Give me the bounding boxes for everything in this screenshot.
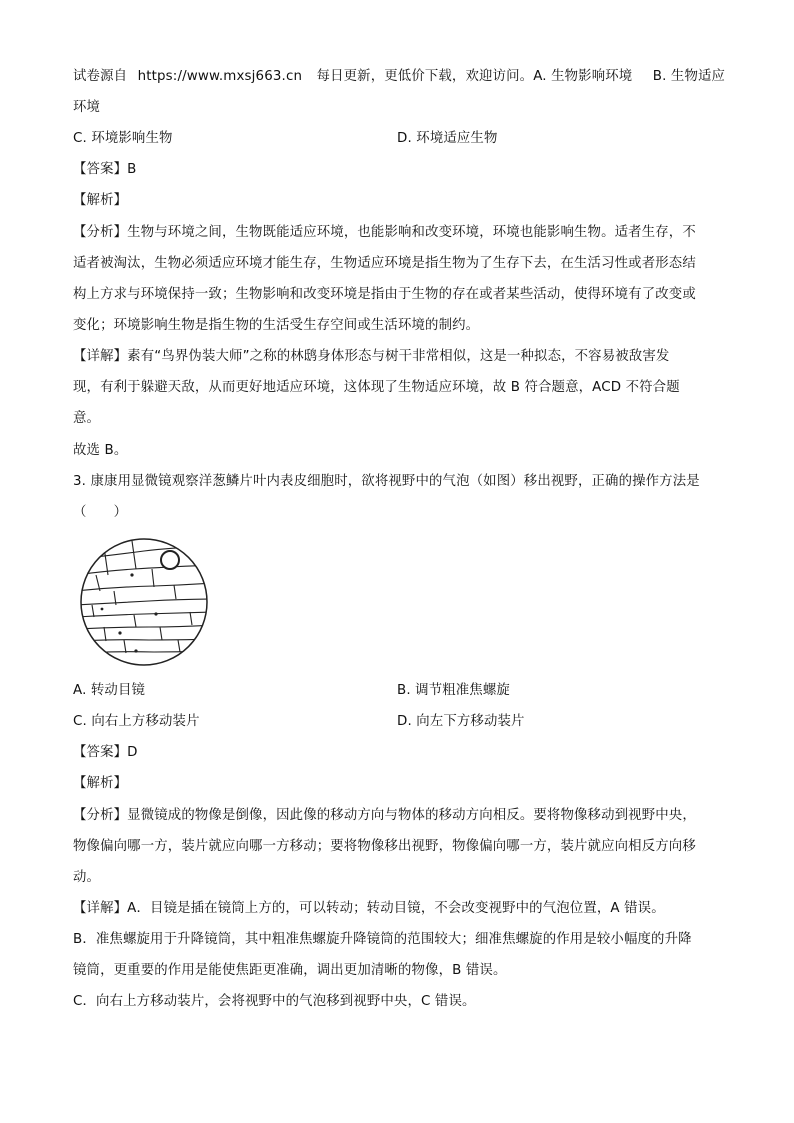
microscope-field-diagram (74, 537, 214, 667)
q3-stem-line-1: 3. 康康用显微镜观察洋葱鳞片叶内表皮细胞时，欲将视野中的气泡（如图）移出视野，正确的操作方法是 (73, 474, 700, 489)
fenxi-tag: 【分析】 (73, 225, 128, 240)
q2-option-c: C. 环境影响生物 (73, 131, 173, 146)
fenxi-text: 显微镜成的物像是倒像，因此像的移动方向与物体的移动方向相反。要将物像移动到视野中央， (127, 808, 696, 823)
q2-xiangjie-line-3: 意。 (73, 411, 101, 426)
q3-fenxi-line-1 (73, 806, 696, 826)
q3-xiangjie-line-2: B．准焦螺旋用于升降镜筒，其中粗准焦螺旋升降镜筒的范围较大；细准焦螺旋的作用是较小幅度的升降 (73, 932, 692, 947)
xiangjie-tag: 【详解】 (73, 349, 128, 364)
fenxi-tag: 【分析】 (73, 808, 128, 823)
q3-answer (73, 743, 138, 763)
q2-answer (73, 160, 137, 180)
q3-analysis-tag: 【解析】 (73, 776, 128, 791)
air-bubble (161, 551, 179, 569)
field-of-view-border (81, 539, 207, 665)
q2-option-b-continued: 环境 (73, 100, 101, 115)
onion-cells (76, 541, 214, 653)
q3-option-a: A. 转动目镜 (73, 683, 146, 698)
q2-fenxi-line-2: 适者被淘汰，生物必须适应环境才能生存，生物适应环境是指生物为了生存下去，在生活习性或者形态结 (73, 256, 696, 271)
q2-fenxi-line-3: 构上方求与环境保持一致；生物影响和改变环境是指由于生物的存在或者某些活动，使得环境有了改变或 (73, 287, 696, 302)
cell-nuclei (101, 573, 158, 652)
answer-value: B (127, 162, 137, 177)
source-prefix: 试卷源自 (73, 69, 128, 84)
fenxi-text: 生物与环境之间，生物既能适应环境，也能影响和改变环境，环境也能影响生物。适者生存，不 (127, 225, 696, 240)
q2-xiangjie-line-1 (73, 347, 669, 367)
q3-fenxi-line-2: 物像偏向哪一方，装片就应向哪一方移动；要将物像移出视野，物像偏向哪一方，装片就应向相反方向移 (73, 839, 696, 854)
xiangjie-tag: 【详解】 (73, 901, 128, 916)
q3-option-c: C. 向右上方移动装片 (73, 714, 200, 729)
q2-fenxi-line-4: 变化；环境影响生物是指生物的生活受生存空间或生活环境的制约。 (73, 318, 480, 333)
q2-fenxi-line-1 (73, 223, 696, 243)
q3-xiangjie-line-1 (73, 899, 665, 919)
xiangjie-text: A．目镜是插在镜筒上方的，可以转动；转动目镜，不会改变视野中的气泡位置，A 错误。 (127, 901, 665, 916)
q2-option-b: B. 生物适应 (652, 69, 726, 84)
q3-option-b: B. 调节粗准焦螺旋 (397, 683, 510, 698)
source-url[interactable]: https://www.mxsj663.cn (137, 69, 303, 84)
q3-xiangjie-line-4: C．向右上方移动装片，会将视野中的气泡移到视野中央，C 错误。 (73, 994, 476, 1009)
answer-tag: 【答案】 (73, 162, 128, 177)
q3-fenxi-line-3: 动。 (73, 870, 101, 885)
xiangjie-text: 素有“鸟界伪装大师”之称的林鸱身体形态与树干非常相似，这是一种拟态，不容易被敌害发 (127, 349, 670, 364)
answer-value: D (127, 745, 138, 760)
q2-option-d: D. 环境适应生物 (397, 131, 498, 146)
header-line (73, 67, 725, 87)
q3-xiangjie-line-3: 镜筒，更重要的作用是能使焦距更准确，调出更加清晰的物像，B 错误。 (73, 963, 507, 978)
source-notice: 每日更新，更低价下载，欢迎访问。 (316, 69, 534, 84)
q3-stem-line-2: （ ） (73, 505, 128, 520)
q2-xiangjie-line-2: 现，有利于躲避天敌，从而更好地适应环境，这体现了生物适应环境，故 B 符合题意，ACD 不符合题 (73, 380, 680, 395)
q2-conclusion: 故选 B。 (73, 443, 128, 458)
answer-tag: 【答案】 (73, 745, 128, 760)
q3-option-d: D. 向左下方移动装片 (397, 714, 525, 729)
q2-option-a: A. 生物影响环境 (533, 69, 633, 84)
q2-analysis-tag: 【解析】 (73, 193, 128, 208)
